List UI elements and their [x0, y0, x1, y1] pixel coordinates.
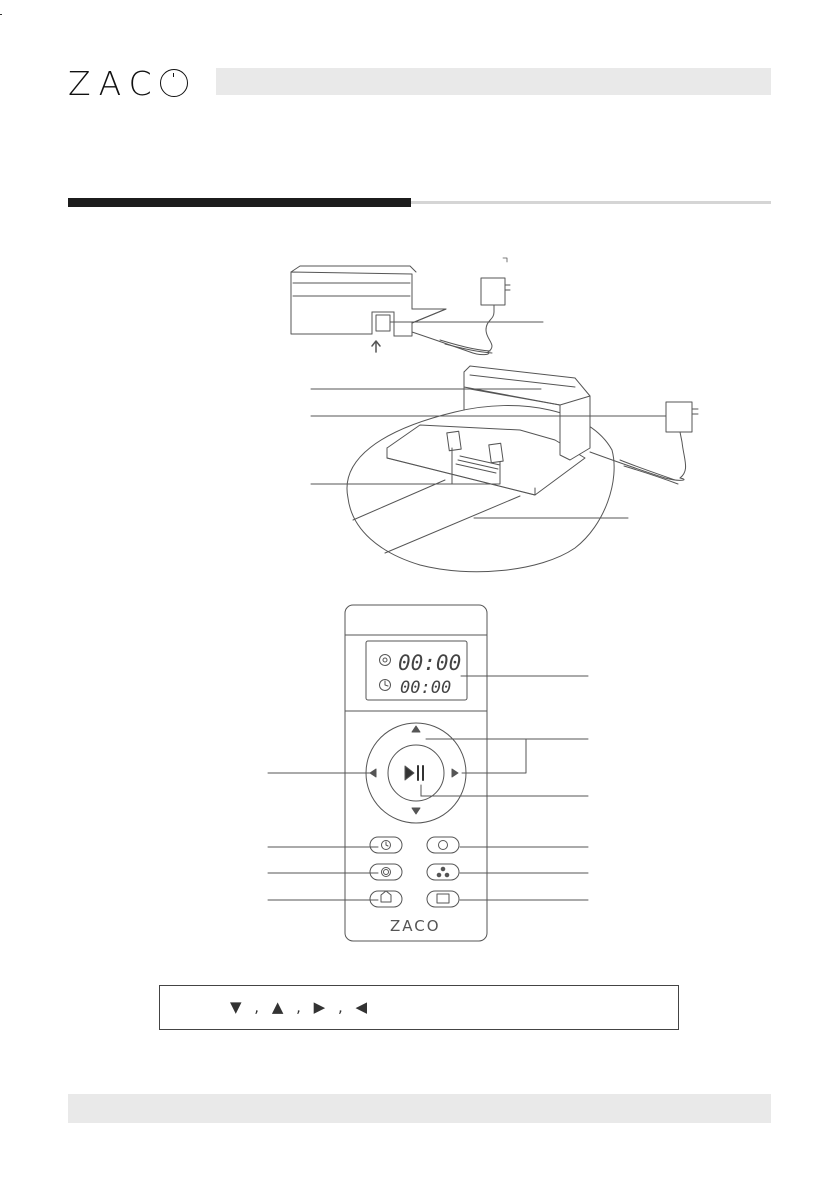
display-clock-time: 00:00: [400, 678, 452, 698]
note-box: [159, 985, 679, 1030]
dock-large-illustration: [311, 366, 698, 572]
arrow-keys-note: ▼ , ▲ , ▶ , ◀: [230, 998, 372, 1016]
display-main-time: 00:00: [398, 651, 462, 675]
logo-text: ZAC: [68, 64, 160, 103]
remote-brand: ZACO: [390, 917, 441, 935]
footer-bar: [68, 1094, 771, 1123]
dock-assembly-illustration: [291, 258, 543, 355]
